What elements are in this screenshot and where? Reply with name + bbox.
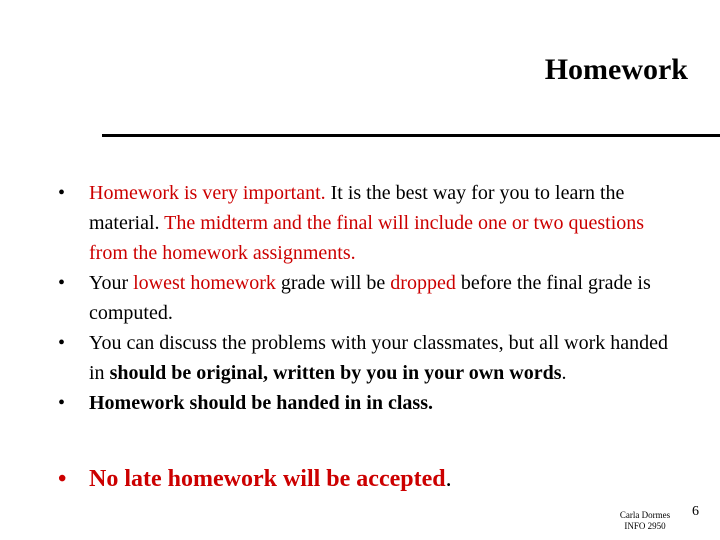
footer-course: INFO 2950 [624, 521, 666, 531]
bullet-text: Homework is very important. [89, 182, 326, 204]
bullet-text: dropped [390, 272, 456, 294]
slide-title: Homework [544, 53, 688, 86]
bullet-dot-icon: • [58, 332, 66, 354]
slide-footer [610, 510, 680, 532]
bullet-text: . [561, 362, 567, 384]
bullet-dot-icon: • [58, 182, 66, 204]
bullet-item-hand-in-class [58, 388, 678, 418]
bullet-dot-icon: • [58, 272, 66, 294]
bullet-item-lowest-dropped [58, 268, 678, 328]
bullet-dot-icon: • [58, 392, 66, 414]
no-late-text: No late homework will be accepted [89, 466, 446, 492]
bullet-dot-icon: • [58, 466, 67, 492]
bullet-text: should be original, written by you in your own words [109, 362, 562, 384]
bullet-text: Your [89, 272, 134, 294]
page-number: 6 [692, 504, 699, 519]
bullet-item-original-work [58, 328, 678, 388]
no-late-period: . [445, 466, 452, 492]
bullet-text: The midterm and the final will include one or two questions from the homework assignments. [89, 212, 645, 264]
bullet-text: You can discuss the problems with your classmates, but all work handed in [89, 332, 668, 384]
title-divider [102, 134, 720, 137]
bullet-list [58, 178, 678, 418]
bullet-item-importance [58, 178, 678, 268]
bullet-text: grade will be [275, 272, 391, 294]
footer-name: Carla Dormes [619, 510, 671, 520]
bullet-text: before the final grade is computed. [89, 272, 651, 324]
bullet-item-no-late [58, 462, 452, 496]
bullet-text: Homework should be handed in in class. [89, 392, 433, 414]
bullet-text: lowest homework [133, 272, 276, 294]
bullet-text: It is the best way for you to learn the material. [89, 182, 625, 234]
